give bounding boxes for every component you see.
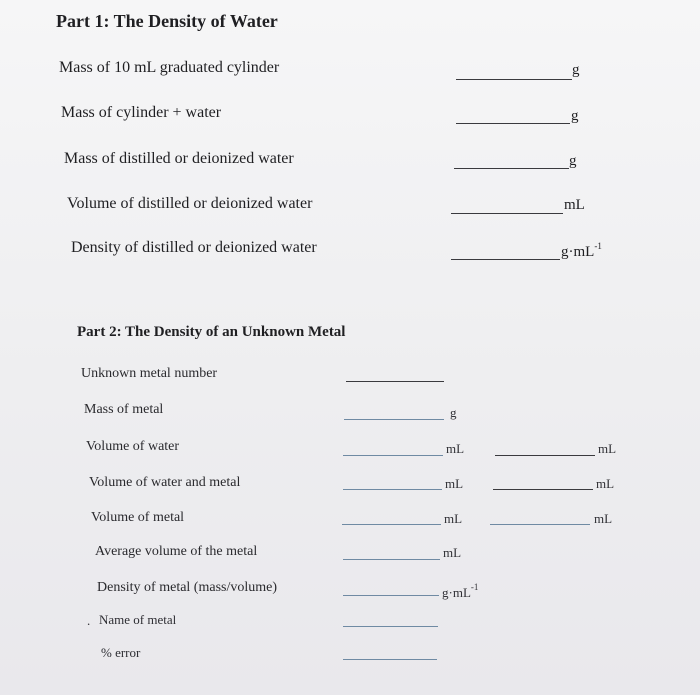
part2-answer-line-avg-volume[interactable] <box>343 559 440 560</box>
part2-label-percent-error: % error <box>101 645 141 660</box>
part2-label-metal-name: Name of metal <box>99 612 177 627</box>
part1-unit-cylinder-water-mass: g <box>571 108 579 124</box>
part2-answer-line-metal-density[interactable] <box>343 595 439 596</box>
part2-answer-line-metal-number[interactable] <box>346 381 444 382</box>
part2-unit-metal-mass: g <box>450 405 457 420</box>
part2-label-avg-volume: Average volume of the metal <box>95 544 258 559</box>
part2-label-water-volume: Volume of water <box>86 439 180 454</box>
part2-answer-line-metal-name[interactable] <box>343 626 438 627</box>
part2-label-metal-mass: Mass of metal <box>84 402 164 417</box>
part2-answer-line-metal-volume-a[interactable] <box>342 524 441 525</box>
part2-unit-water-metal-volume-b: mL <box>596 476 615 491</box>
part2-unit-avg-volume: mL <box>443 545 462 560</box>
part1-answer-line-cylinder-mass[interactable] <box>456 79 572 80</box>
part2-answer-line-metal-volume-b[interactable] <box>490 524 590 525</box>
part2-label-metal-volume: Volume of metal <box>91 510 185 525</box>
part1-label-water-density: Density of distilled or deionized water <box>71 239 317 256</box>
part1-answer-line-water-density[interactable] <box>451 259 560 260</box>
part2-unit-metal-volume-b: mL <box>594 511 613 526</box>
part1-label-water-volume: Volume of distilled or deionized water <box>67 195 313 212</box>
part2-answer-line-water-volume-b[interactable] <box>495 455 595 456</box>
part2-unit-metal-volume-a: mL <box>444 511 463 526</box>
part1-answer-line-cylinder-water-mass[interactable] <box>456 123 570 124</box>
part2-unit-water-volume-a: mL <box>446 441 465 456</box>
part2-unit-water-volume-b: mL <box>598 441 617 456</box>
part2-title: Part 2: The Density of an Unknown Metal <box>77 324 346 340</box>
part1-label-water-mass: Mass of distilled or deionized water <box>64 150 294 167</box>
part1-title: Part 1: The Density of Water <box>56 11 278 31</box>
part2-answer-line-water-metal-volume-a[interactable] <box>343 489 442 490</box>
part2-answer-line-water-volume-a[interactable] <box>343 455 443 456</box>
part1-unit-cylinder-mass: g <box>572 62 580 78</box>
part1-unit-water-mass: g <box>569 153 577 169</box>
part2-answer-line-metal-mass[interactable] <box>344 419 444 420</box>
part1-unit-water-density: $g\cdot mL^{-1}$ <box>561 241 602 260</box>
part2-label-water-metal-volume: Volume of water and metal <box>89 475 241 490</box>
part1-label-cylinder-water-mass: Mass of cylinder + water <box>61 104 222 121</box>
part1-unit-water-volume: mL <box>564 197 585 213</box>
part1-label-cylinder-mass: Mass of 10 mL graduated cylinder <box>59 59 280 76</box>
part2-label-metal-density: Density of metal (mass/volume) <box>97 580 278 595</box>
part2-unit-water-metal-volume-a: mL <box>445 476 464 491</box>
bullet-dot: . <box>87 613 91 628</box>
part2-label-metal-number: Unknown metal number <box>81 366 218 381</box>
part2-unit-metal-density: $g\cdot mL^{-1}$ <box>442 582 479 600</box>
part1-answer-line-water-mass[interactable] <box>454 168 569 169</box>
part2-answer-line-water-metal-volume-b[interactable] <box>493 489 593 490</box>
part1-answer-line-water-volume[interactable] <box>451 213 563 214</box>
part2-answer-line-percent-error[interactable] <box>343 659 437 660</box>
